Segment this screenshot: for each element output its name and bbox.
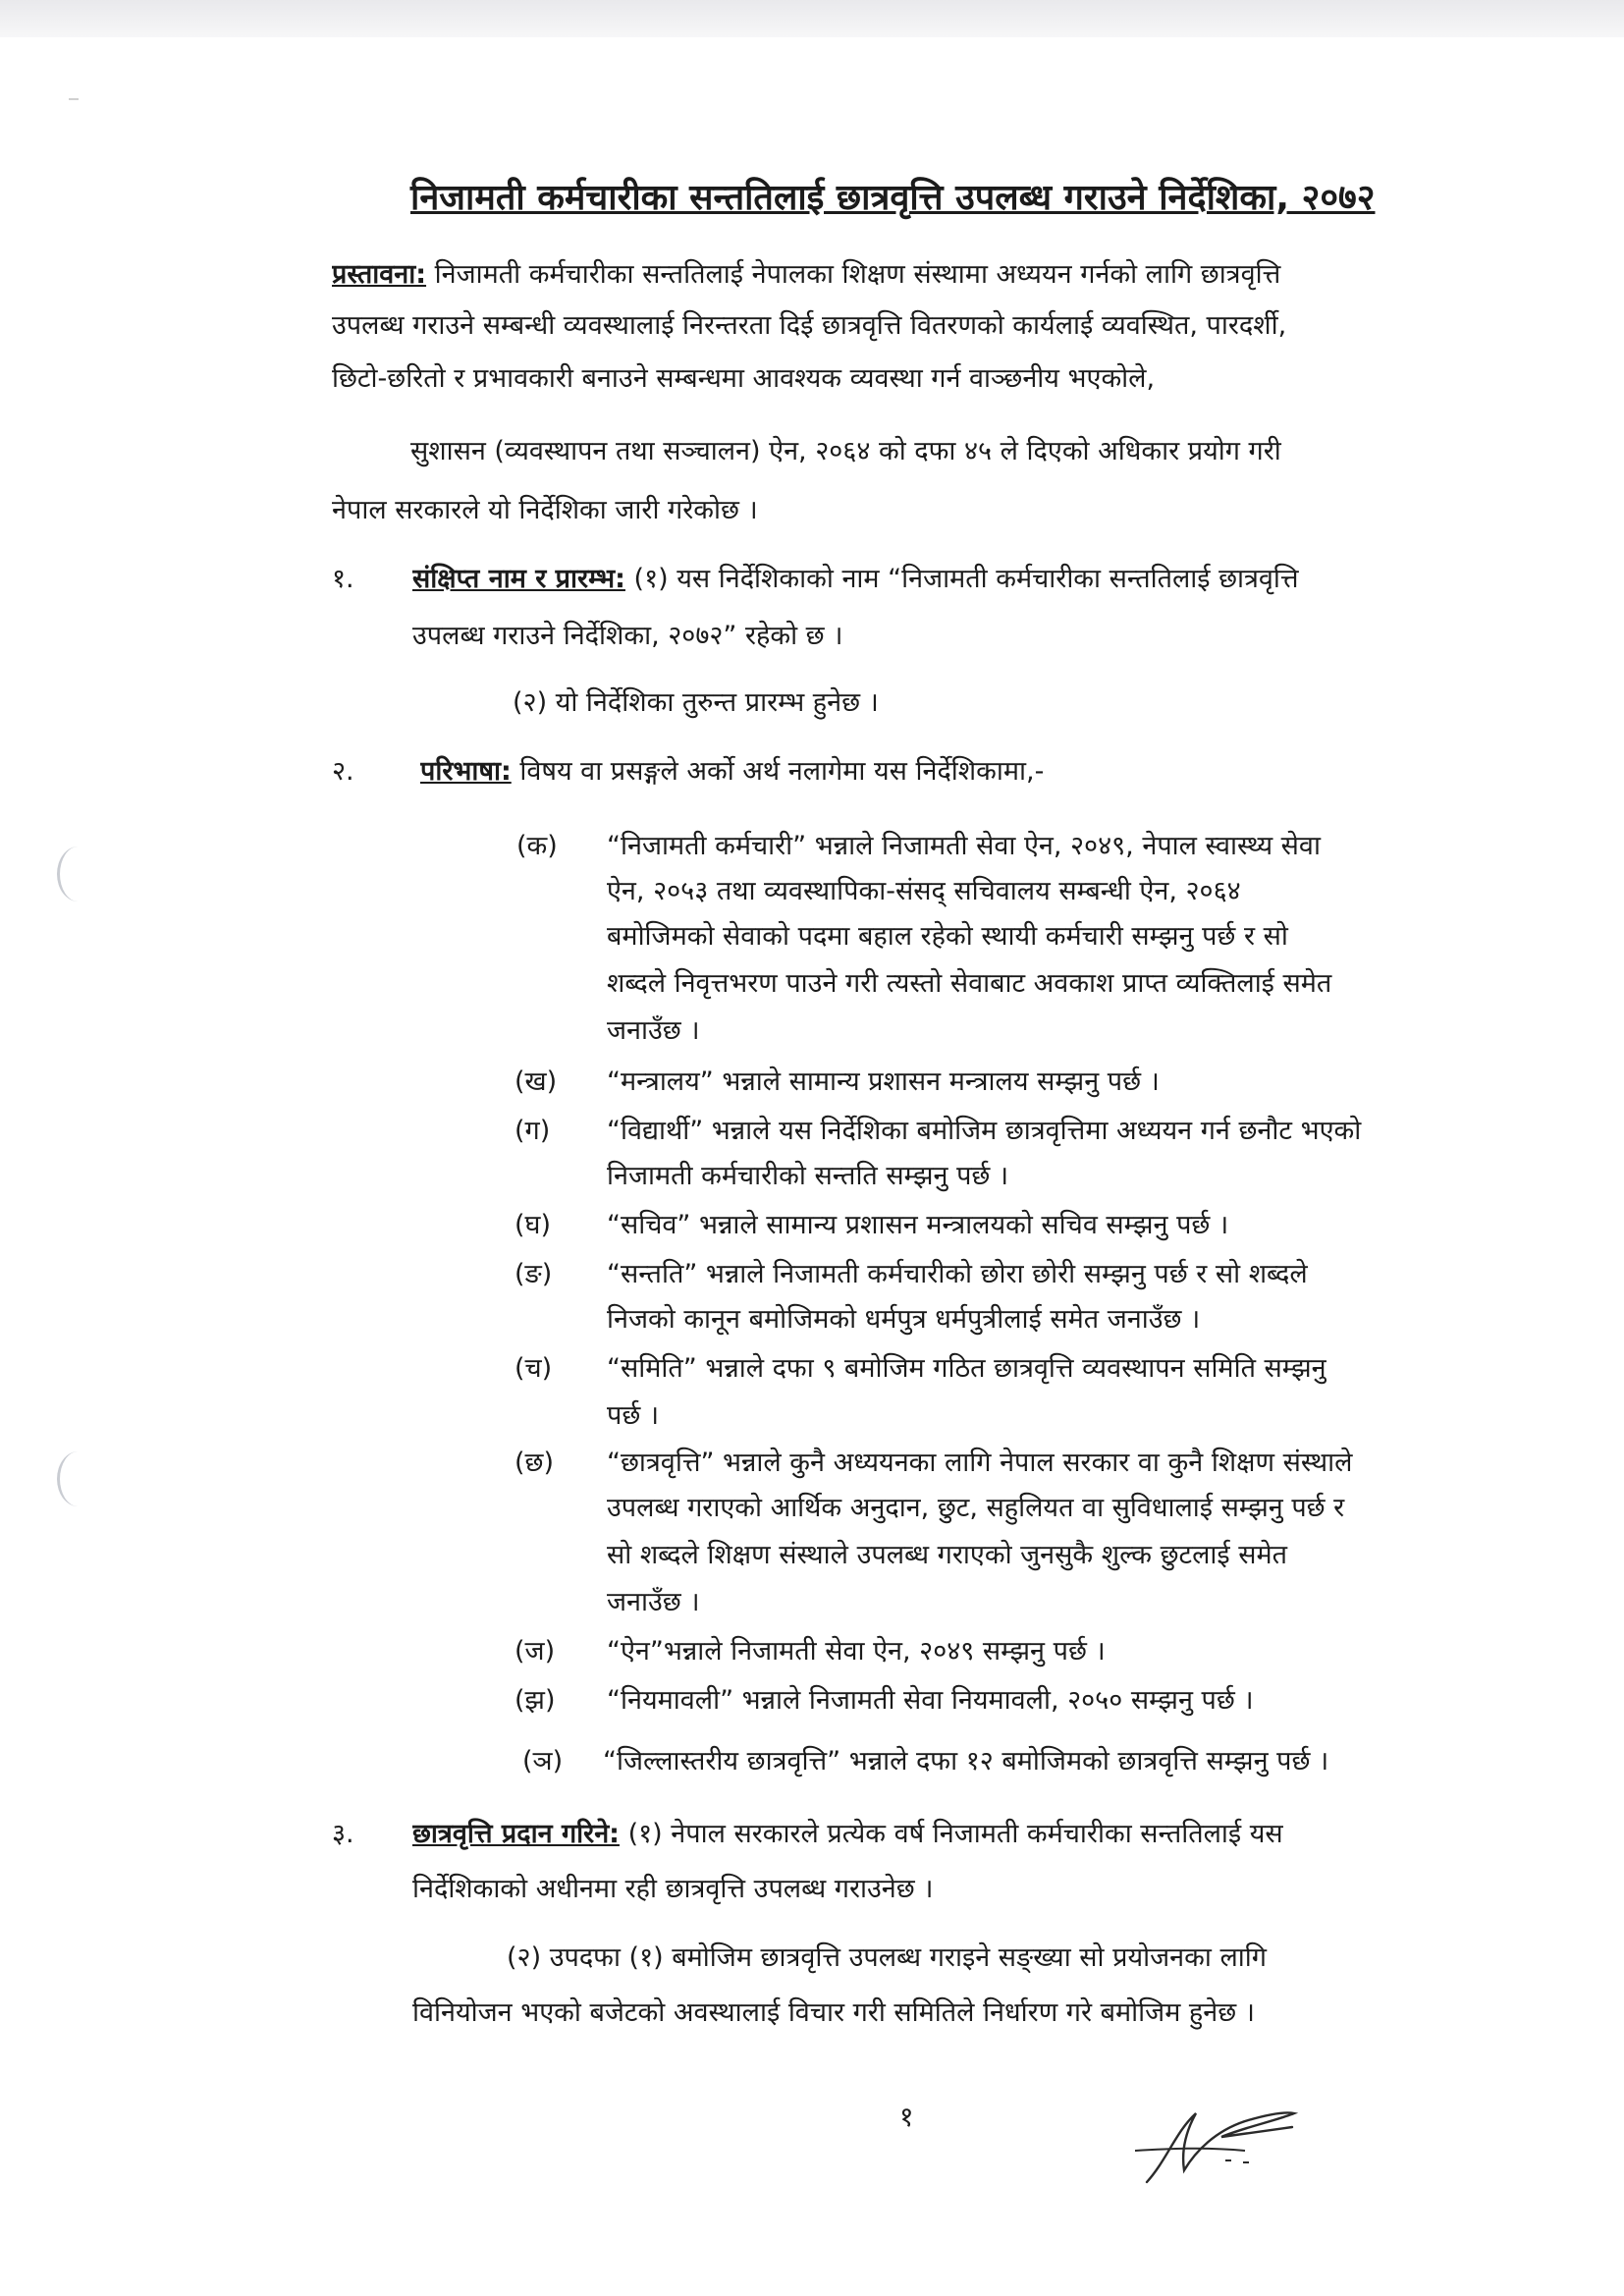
clause-line: पर्छ । [607, 1400, 660, 1431]
punch-hole-mark [57, 847, 99, 902]
clause-line: “विद्यार्थी” भन्नाले यस निर्देशिका बमोजिम छात्रवृत्तिमा अध्ययन गर्न छनौट भएको [607, 1116, 1362, 1146]
clause-line: “मन्त्रालय” भन्नाले सामान्य प्रशासन मन्त्रालय सम्झनु पर्छ । [607, 1066, 1160, 1097]
section-line: उपलब्ध गराउने निर्देशिका, २०७२” रहेको छ । [412, 621, 843, 651]
scan-speck [69, 98, 79, 100]
clause-line: जनाउँछ । [607, 1587, 700, 1617]
document-title: निजामती कर्मचारीका सन्ततिलाई छात्रवृत्ति उपलब्ध गराउने निर्देशिका, २०७२ [410, 178, 1376, 218]
section-number: १. [332, 564, 354, 594]
clause-line: उपलब्ध गराएको आर्थिक अनुदान, छुट, सहुलियत वा सुविधालाई सम्झनु पर्छ र [607, 1493, 1345, 1523]
clause-line: निजामती कर्मचारीको सन्तति सम्झनु पर्छ । [607, 1161, 1009, 1191]
clause-line: “सचिव” भन्नाले सामान्य प्रशासन मन्त्रालयको सचिव सम्झनु पर्छ । [607, 1210, 1229, 1240]
clause-label: (झ) [514, 1685, 556, 1716]
clause-line: सो शब्दले शिक्षण संस्थाले उपलब्ध गराएको जुनसुकै शुल्क छुटलाई समेत [607, 1540, 1288, 1570]
subsection-line: (२) यो निर्देशिका तुरुन्त प्रारम्भ हुनेछ । [513, 687, 879, 718]
clause-line: “नियमावली” भन्नाले निजामती सेवा नियमावली, २०५० सम्झनु पर्छ । [607, 1685, 1254, 1716]
clause-label: (ग) [514, 1116, 551, 1146]
clause-label: (ञ) [522, 1746, 564, 1777]
punch-hole-mark [57, 1451, 99, 1506]
preamble-line [332, 253, 1510, 297]
preamble-text: निजामती कर्मचारीका सन्ततिलाई नेपालका शिक्षण संस्थामा अध्ययन गर्नको लागि छात्रवृत्ति [426, 259, 1281, 290]
section-line: विनियोजन भएको बजेटको अवस्थालाई विचार गरी समितिले निर्धारण गरे बमोजिम हुनेछ । [412, 1997, 1255, 2028]
clause-label: (ख) [514, 1066, 558, 1097]
clause-line: “ऐन”भन्नाले निजामती सेवा ऐन, २०४९ सम्झनु पर्छ । [607, 1636, 1106, 1667]
preamble-label: प्रस्तावना: [332, 259, 427, 290]
clause-label: (ङ) [514, 1259, 553, 1289]
clause-line: “छात्रवृत्ति” भन्नाले कुनै अध्ययनका लागि नेपाल सरकार वा कुनै शिक्षण संस्थाले [607, 1448, 1353, 1478]
enactment-line: नेपाल सरकारले यो निर्देशिका जारी गरेकोछ । [332, 495, 758, 525]
scan-top-edge [0, 0, 1624, 37]
subsection-line: (२) उपदफा (१) बमोजिम छात्रवृत्ति उपलब्ध गराइने सङ्ख्या सो प्रयोजनका लागि [507, 1942, 1267, 1973]
clause-label: (घ) [514, 1210, 552, 1240]
clause-label: (क) [516, 831, 558, 861]
section-line [412, 1813, 1512, 1856]
clause-line: “समिति” भन्नाले दफा ९ बमोजिम गठित छात्रवृत्ति व्यवस्थापन समिति सम्झनु [607, 1353, 1326, 1384]
section-text: (१) यस निर्देशिकाको नाम “निजामती कर्मचारीका सन्ततिलाई छात्रवृत्ति [624, 564, 1299, 594]
section-line [420, 750, 1500, 793]
handwritten-signature [1127, 2092, 1304, 2190]
clause-line: शब्दले निवृत्तभरण पाउने गरी त्यस्तो सेवाबाट अवकाश प्राप्त व्यक्तिलाई समेत [607, 968, 1332, 999]
clause-label: (च) [514, 1353, 553, 1384]
enactment-line: सुशासन (व्यवस्थापन तथा सञ्चालन) ऐन, २०६४ को दफा ४५ ले दिएको अधिकार प्रयोग गरी [410, 436, 1281, 466]
section-heading: छात्रवृत्ति प्रदान गरिने: [412, 1819, 620, 1849]
clause-line: जनाउँछ । [607, 1015, 700, 1046]
clause-line: ऐन, २०५३ तथा व्यवस्थापिका-संसद् सचिवालय सम्बन्धी ऐन, २०६४ [607, 876, 1241, 906]
clause-line: “जिल्लास्तरीय छात्रवृत्ति” भन्नाले दफा १२ बमोजिमको छात्रवृत्ति सम्झनु पर्छ । [603, 1746, 1329, 1777]
page-number: १ [899, 2101, 914, 2133]
section-text: (१) नेपाल सरकारले प्रत्येक वर्ष निजामती कर्मचारीका सन्ततिलाई यस [619, 1819, 1283, 1849]
clause-line: “निजामती कर्मचारी” भन्नाले निजामती सेवा ऐन, २०४९, नेपाल स्वास्थ्य सेवा [607, 831, 1321, 861]
section-number: ३. [332, 1819, 354, 1849]
section-heading: संक्षिप्त नाम र प्रारम्भ: [412, 564, 625, 594]
preamble-line: उपलब्ध गराउने सम्बन्धी व्यवस्थालाई निरन्तरता दिई छात्रवृत्ति वितरणको कार्यलाई व्यवस्थित, पारदर्शी, [332, 310, 1287, 341]
clause-line: “सन्तति” भन्नाले निजामती कर्मचारीको छोरा छोरी सम्झनु पर्छ र सो शब्दले [607, 1259, 1308, 1289]
clause-line: बमोजिमको सेवाको पदमा बहाल रहेको स्थायी कर्मचारी सम्झनु पर्छ र सो [607, 921, 1288, 952]
clause-label: (ज) [514, 1636, 556, 1667]
section-number: २. [332, 756, 354, 787]
clause-label: (छ) [514, 1448, 554, 1478]
section-heading: परिभाषा: [420, 756, 512, 787]
section-line: निर्देशिकाको अधीनमा रही छात्रवृत्ति उपलब्ध गराउनेछ । [412, 1874, 934, 1904]
clause-line: निजको कानून बमोजिमको धर्मपुत्र धर्मपुत्रीलाई समेत जनाउँछ । [607, 1304, 1201, 1335]
section-text: विषय वा प्रसङ्गले अर्को अर्थ नलागेमा यस निर्देशिकामा,- [511, 756, 1045, 787]
preamble-line: छिटो-छरितो र प्रभावकारी बनाउने सम्बन्धमा आवश्यक व्यवस्था गर्न वाञ्छनीय भएकोले, [332, 363, 1156, 394]
section-line [412, 558, 1512, 601]
